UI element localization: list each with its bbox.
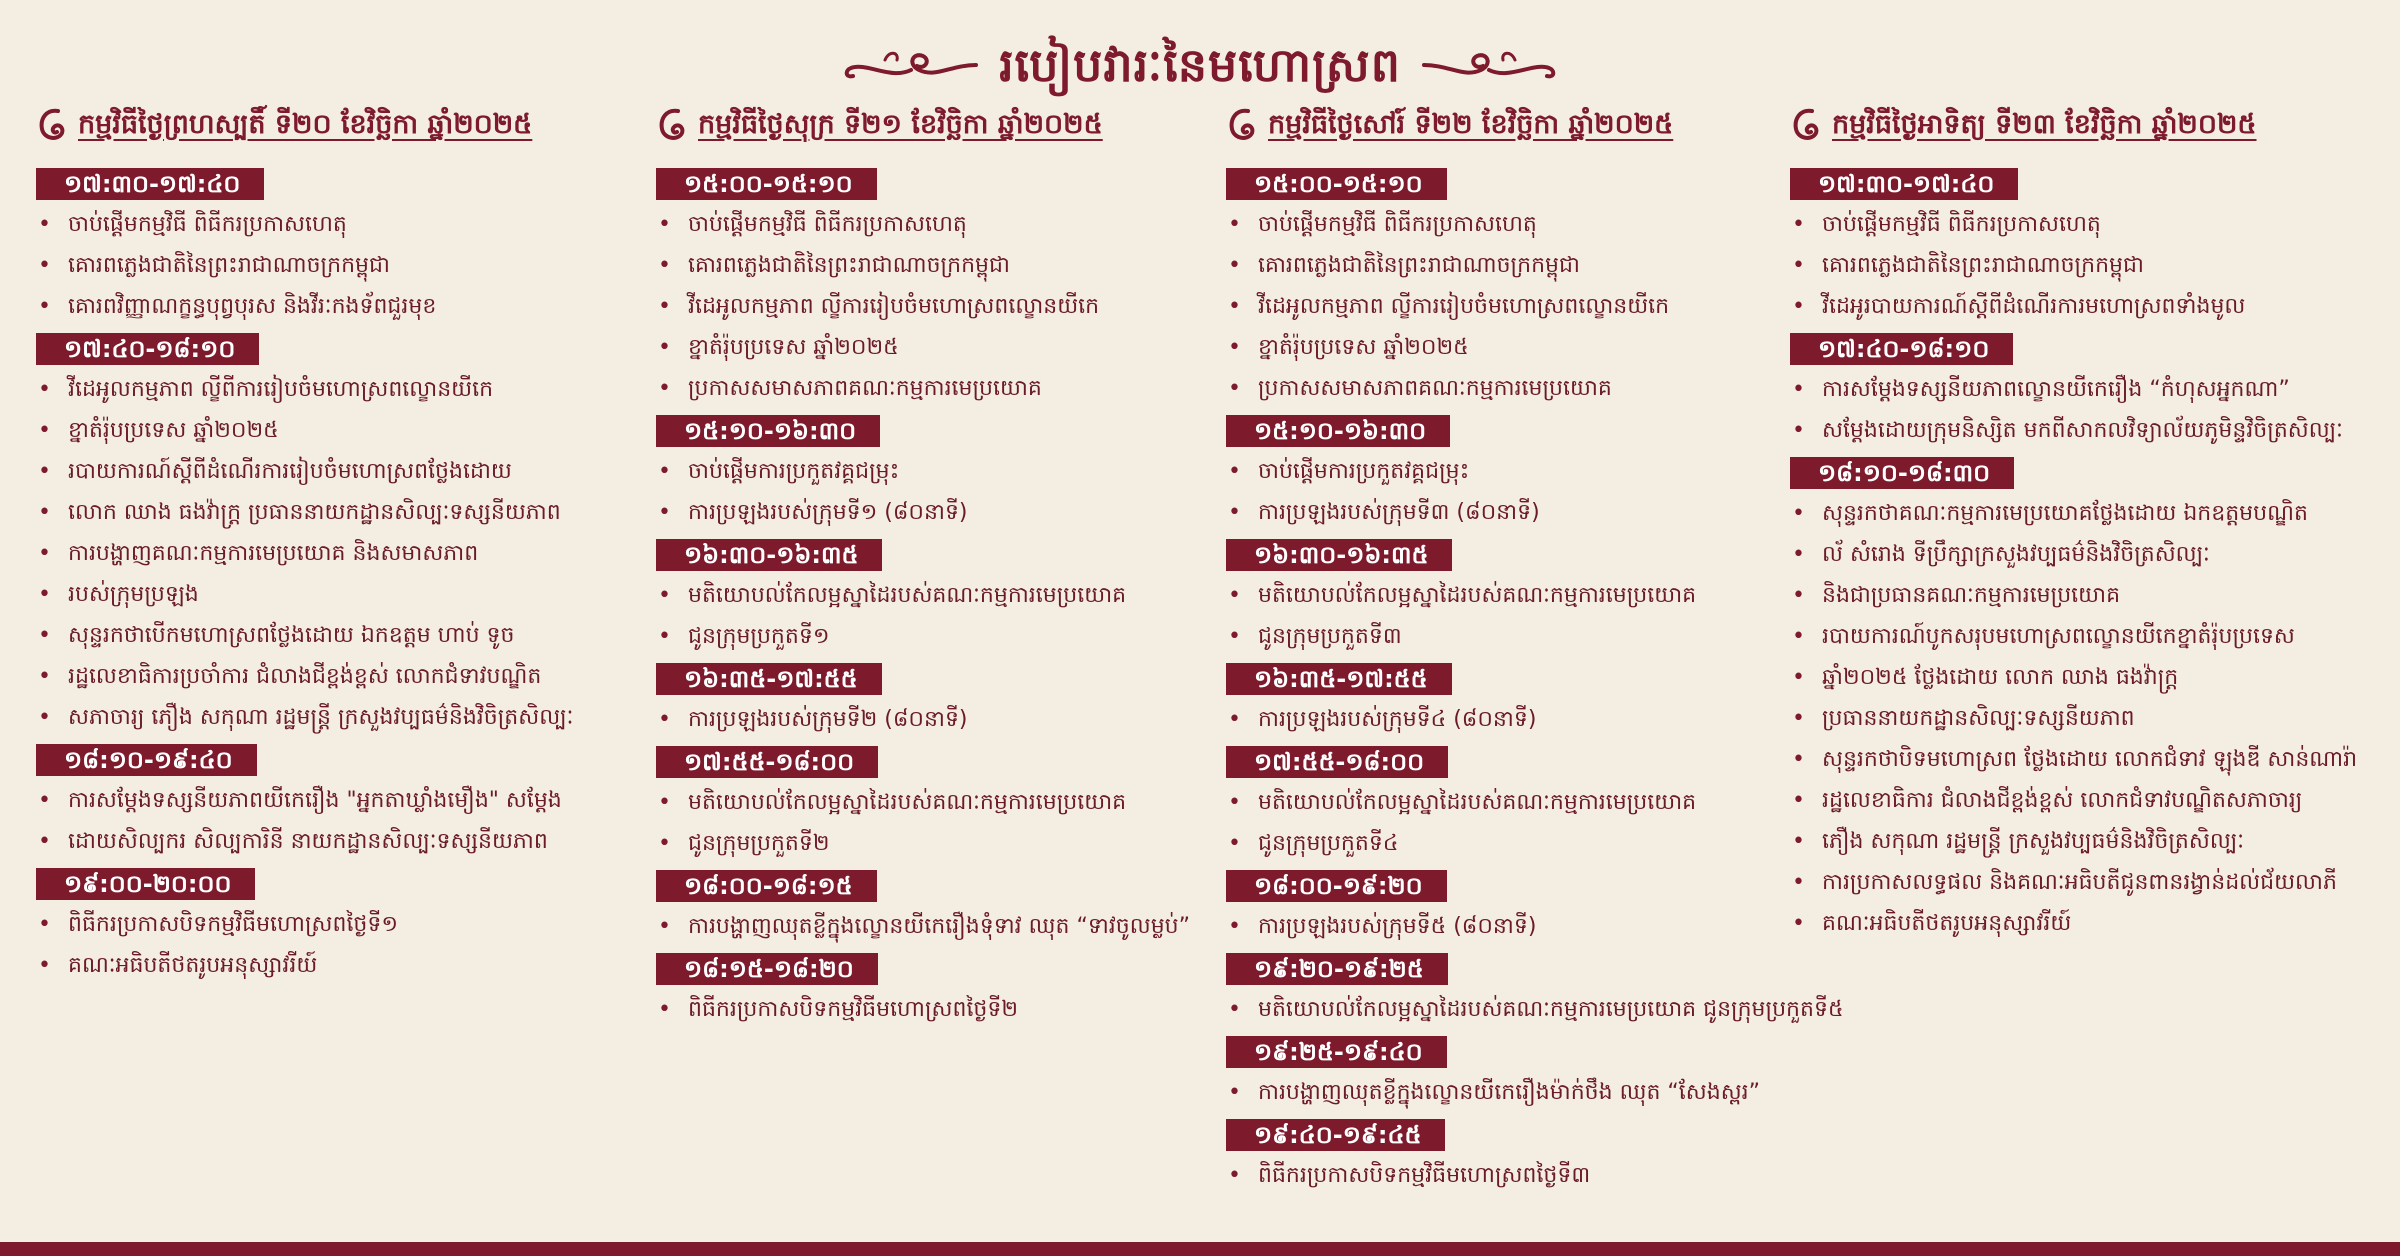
- scroll-swirl-icon: [1790, 107, 1820, 143]
- activity-item: • វីដេអូលកម្មភាព ល្ខីការរៀបចំមហោស្រពល្ខោនយីកេ: [656, 286, 1216, 327]
- time-slot-badge: ១៦:៣០-១៦:៣៥: [1226, 539, 1452, 571]
- activity-item: • រដ្ឋលេខាធិការ ជំលាងជីខ្ពង់ខ្ពស់ លោកជំទាវបណ្ឌិតសភាចារ្យ: [1790, 780, 2390, 821]
- activity-item: • ជូនក្រុមប្រកួតទី២: [656, 823, 1216, 864]
- activity-item: • លោក ឈាង ធងវ៉ាក្ត្រ ប្រធាននាយកដ្ឋានសិល្បៈទស្សនីយភាព: [36, 492, 636, 533]
- activity-item: • ឆ្នាំ២០២៥ ថ្លែងដោយ លោក ឈាង ធងវ៉ាក្ត្រ: [1790, 657, 2390, 698]
- day-heading: [1226, 100, 1856, 150]
- activity-list: [36, 904, 636, 986]
- activity-item: • ការប្រឡងរបស់ក្រុមទី១ (៨០នាទី): [656, 492, 1216, 533]
- time-slot-badge: ១៨:១៥-១៨:២០: [656, 953, 878, 985]
- schedule-block: [656, 415, 1216, 533]
- activity-item: • ប្រកាសសមាសភាពគណៈកម្មការមេប្រយោគ: [1226, 368, 1856, 409]
- activity-list: [36, 780, 636, 862]
- activity-item: • មតិយោបល់កែលម្អស្នាដៃរបស់គណៈកម្មការមេប្រយោគ: [656, 575, 1216, 616]
- schedule-block: [1226, 953, 1856, 1030]
- schedule-block: [1790, 168, 2390, 327]
- activity-item: • សម្តែងដោយក្រុមនិស្សិត មកពីសាកលវិទ្យាល័យភូមិន្ទវិចិត្រសិល្បៈ: [1790, 410, 2390, 451]
- time-slot-badge: ១៩:៤០-១៩:៤៥: [1226, 1119, 1445, 1151]
- activity-item: • របាយការណ៍ស្តីពីដំណើរការរៀបចំមហោស្រពថ្លែងដោយ: [36, 451, 636, 492]
- activity-item: • ចាប់ផ្តើមការប្រកួតវគ្គជម្រុះ: [1226, 451, 1856, 492]
- activity-item: • គោរពវិញ្ញាណក្ខន្ធបុព្វបុរស និងវីរៈកងទ័ពជួរមុខ: [36, 286, 636, 327]
- activity-item: • ចាប់ផ្តើមកម្មវិធី ពិធីករប្រកាសហេតុ: [656, 204, 1216, 245]
- activity-list: [1226, 1072, 1856, 1113]
- activity-item: • សុន្ទរកថាបើកមហោស្រពថ្លែងដោយ ឯកឧត្តម ហាប់ ទូច: [36, 615, 636, 656]
- time-slot-badge: ១៧:៤០-១៨:១០: [1790, 333, 2013, 365]
- activity-item: • ដោយសិល្បករ សិល្បការិនី នាយកដ្ឋានសិល្បៈទស្សនីយភាព: [36, 821, 636, 862]
- activity-item: • ចាប់ផ្តើមកម្មវិធី ពិធីករប្រកាសហេតុ: [1226, 204, 1856, 245]
- activity-list: [656, 782, 1216, 864]
- activity-item: • ការប្រឡងរបស់ក្រុមទី៣ (៨០នាទី): [1226, 492, 1856, 533]
- activity-list: [1226, 451, 1856, 533]
- activity-item: • ប្រធាននាយកដ្ឋានសិល្បៈទស្សនីយភាព: [1790, 698, 2390, 739]
- activity-item: • រដ្ឋលេខាធិការប្រចាំការ ជំលាងជីខ្ពង់ខ្ពស់ លោកជំទាវបណ្ឌិត: [36, 656, 636, 697]
- time-slot-badge: ១៦:៣៥-១៧:៥៥: [656, 663, 882, 695]
- activity-item: • ការប្រឡងរបស់ក្រុមទី៤ (៨០នាទី): [1226, 699, 1856, 740]
- day-column-4: [1790, 100, 2390, 950]
- activity-item: • មតិយោបល់កែលម្អស្នាដៃរបស់គណៈកម្មការមេប្រយោគ: [1226, 782, 1856, 823]
- schedule-block: [1226, 746, 1856, 864]
- activity-item: • ចាប់ផ្តើមការប្រកួតវគ្គជម្រុះ: [656, 451, 1216, 492]
- day-column-3: [1226, 100, 1856, 1202]
- activity-list: [1226, 575, 1856, 657]
- day-heading: [656, 100, 1216, 150]
- schedule-block: [1790, 333, 2390, 451]
- activity-item: • ពិធីករប្រកាសបិទកម្មវិធីមហោស្រពថ្ងៃទី១: [36, 904, 636, 945]
- activity-item: • ភឿង សកុណា រដ្ឋមន្ត្រី ក្រសួងវប្បធម៌និងវិចិត្រសិល្បៈ: [1790, 821, 2390, 862]
- activity-item: • មតិយោបល់កែលម្អស្នាដៃរបស់គណៈកម្មការមេប្រយោគ: [656, 782, 1216, 823]
- time-slot-badge: ១៩:២៥-១៩:៤០: [1226, 1036, 1447, 1068]
- activity-item: • មតិយោបល់កែលម្អស្នាដៃរបស់គណៈកម្មការមេប្រយោគ: [1226, 575, 1856, 616]
- schedule-block: [1226, 1119, 1856, 1196]
- day-column-1: [36, 100, 636, 992]
- schedule-block: [1226, 415, 1856, 533]
- time-slot-badge: ១៨:១០-១៩:៤០: [36, 744, 257, 776]
- activity-list: [36, 204, 636, 327]
- activity-item: • ការសម្តែងទស្សនីយភាពយីកេរឿង "អ្នកតាឃ្លាំងមឿង" សម្តែង: [36, 780, 636, 821]
- schedule-block: [656, 539, 1216, 657]
- activity-item: • ការប្រឡងរបស់ក្រុមទី២ (៨០នាទី): [656, 699, 1216, 740]
- scroll-swirl-icon: [1226, 107, 1256, 143]
- day-title: កម្មវិធីថ្ងៃព្រហស្បតិ៍ ទី២០ ខែវិច្ឆិកា ឆ្នាំ២០២៥: [78, 109, 533, 140]
- schedule-block: [1226, 168, 1856, 409]
- left-flourish-ornament: [841, 40, 981, 90]
- day-title: កម្មវិធីថ្ងៃសៅរ៍ ទី២២ ខែវិច្ឆិកា ឆ្នាំ២០២៥: [1268, 109, 1674, 140]
- activity-item: • និងជាប្រធានគណៈកម្មការមេប្រយោគ: [1790, 575, 2390, 616]
- activity-item: • ចាប់ផ្តើមកម្មវិធី ពិធីករប្រកាសហេតុ: [36, 204, 636, 245]
- time-slot-badge: ១៩:២០-១៩:២៥: [1226, 953, 1448, 985]
- schedule-block: [1226, 1036, 1856, 1113]
- activity-item: • ការបង្ហាញឈុតខ្លីក្នុងល្ខោនយីកេរឿងម៉ាក់ថឹង ឈុត “សែងស្ពរ”: [1226, 1072, 1856, 1113]
- activity-list: [1226, 1155, 1856, 1196]
- activity-item: • គោរពភ្លេងជាតិនៃព្រះរាជាណាចក្រកម្ពុជា: [656, 245, 1216, 286]
- schedule-block: [656, 870, 1216, 947]
- activity-item: • ជូនក្រុមប្រកួតទី១: [656, 616, 1216, 657]
- activity-list: [1226, 204, 1856, 409]
- activity-list: [1226, 989, 1856, 1030]
- time-slot-badge: ១៧:៥៥-១៨:០០: [1226, 746, 1448, 778]
- day-heading: [1790, 100, 2390, 150]
- activity-item: • ពិធីករប្រកាសបិទកម្មវិធីមហោស្រពថ្ងៃទី៣: [1226, 1155, 1856, 1196]
- activity-item: • ពិធីករប្រកាសបិទកម្មវិធីមហោស្រពថ្ងៃទី២: [656, 989, 1216, 1030]
- activity-list: [1790, 204, 2390, 327]
- schedule-block: [36, 744, 636, 862]
- activity-list: [1790, 493, 2390, 944]
- activity-item: • របាយការណ៍បូកសរុបមហោស្រពល្ខោនយីកេខ្នាតំរ៉ុបប្រទេស: [1790, 616, 2390, 657]
- activity-item: • គោរពភ្លេងជាតិនៃព្រះរាជាណាចក្រកម្ពុជា: [1226, 245, 1856, 286]
- time-slot-badge: ១៩:០០-២០:០០: [36, 868, 255, 900]
- activity-list: [656, 699, 1216, 740]
- activity-item: • ល័ សំរោង ទីប្រឹក្សាក្រសួងវប្បធម៌និងវិចិត្រសិល្បៈ: [1790, 534, 2390, 575]
- activity-item: • ខ្នាតំរ៉ុបប្រទេស ឆ្នាំ២០២៥: [36, 410, 636, 451]
- time-slot-badge: ១៥:០០-១៥:១០: [1226, 168, 1447, 200]
- activity-item: • សភាចារ្យ ភឿង សកុណា រដ្ឋមន្ត្រី ក្រសួងវប្បធម៌និងវិចិត្រសិល្បៈ: [36, 697, 636, 738]
- schedule-block: [36, 868, 636, 986]
- activity-item: • ប្រកាសសមាសភាពគណៈកម្មការមេប្រយោគ: [656, 368, 1216, 409]
- time-slot-badge: ១៥:១០-១៦:៣០: [656, 415, 880, 447]
- activity-item: • គោរពភ្លេងជាតិនៃព្រះរាជាណាចក្រកម្ពុជា: [1790, 245, 2390, 286]
- schedule-block: [656, 168, 1216, 409]
- schedule-block: [36, 168, 636, 327]
- time-slot-badge: ១៦:៣៥-១៧:៥៥: [1226, 663, 1452, 695]
- schedule-block: [1790, 457, 2390, 944]
- activity-item: • ខ្នាតំរ៉ុបប្រទេស ឆ្នាំ២០២៥: [656, 327, 1216, 368]
- activity-item: • វីដេអូរបាយការណ៍ស្តីពីដំណើរការមហោស្រពទាំងមូល: [1790, 286, 2390, 327]
- activity-list: [1790, 369, 2390, 451]
- activity-item: • ជូនក្រុមប្រកួតទី៤: [1226, 823, 1856, 864]
- time-slot-badge: ១៥:០០-១៥:១០: [656, 168, 877, 200]
- time-slot-badge: ១៧:៤០-១៨:១០: [36, 333, 259, 365]
- activity-list: [656, 451, 1216, 533]
- activity-item: • ការប្រឡងរបស់ក្រុមទី៥ (៨០នាទី): [1226, 906, 1856, 947]
- time-slot-badge: ១៧:៣០-១៧:៤០: [1790, 168, 2018, 200]
- schedule-block: [656, 953, 1216, 1030]
- right-flourish-ornament: [1419, 40, 1559, 90]
- time-slot-badge: ១៧:៥៥-១៨:០០: [656, 746, 878, 778]
- page-header: [0, 30, 2400, 100]
- activity-item: • គណៈអធិបតីថតរូបអនុស្សាវរីយ៍: [36, 945, 636, 986]
- activity-item: • វីដេអូលកម្មភាព ល្ខីពីការរៀបចំមហោស្រពល្ខោនយីកេ: [36, 369, 636, 410]
- activity-item: • ខ្នាតំរ៉ុបប្រទេស ឆ្នាំ២០២៥: [1226, 327, 1856, 368]
- bottom-border-bar: [0, 1242, 2400, 1256]
- activity-item: • ការបង្ហាញគណៈកម្មការមេប្រយោគ និងសមាសភាព: [36, 533, 636, 574]
- schedule-block: [1226, 663, 1856, 740]
- schedule-block: [1226, 539, 1856, 657]
- day-column-2: [656, 100, 1216, 1036]
- day-title: កម្មវិធីថ្ងៃអាទិត្យ ទី២៣ ខែវិច្ឆិកា ឆ្នាំ២០២៥: [1832, 109, 2257, 140]
- time-slot-badge: ១៨:០០-១៨:១៥: [656, 870, 877, 902]
- scroll-swirl-icon: [656, 107, 686, 143]
- activity-item: • សុន្ទរកថាគណៈកម្មការមេប្រយោគថ្លែងដោយ ឯកឧត្តមបណ្ឌិត: [1790, 493, 2390, 534]
- time-slot-badge: ១៨:០០-១៩:២០: [1226, 870, 1447, 902]
- activity-item: • ការសម្តែងទស្សនីយភាពល្ខោនយីកេរឿង “កំហុសអ្នកណា”: [1790, 369, 2390, 410]
- schedule-block: [36, 333, 636, 738]
- activity-item: • ជូនក្រុមប្រកួតទី៣: [1226, 616, 1856, 657]
- activity-list: [1226, 782, 1856, 864]
- activity-list: [656, 575, 1216, 657]
- activity-list: [656, 204, 1216, 409]
- schedule-block: [656, 746, 1216, 864]
- time-slot-badge: ១៦:៣០-១៦:៣៥: [656, 539, 882, 571]
- activity-list: [1226, 906, 1856, 947]
- activity-list: [656, 989, 1216, 1030]
- time-slot-badge: ១៧:៣០-១៧:៤០: [36, 168, 264, 200]
- activity-item: • មតិយោបល់កែលម្អស្នាដៃរបស់គណៈកម្មការមេប្រយោគ ជូនក្រុមប្រកួតទី៥: [1226, 989, 1856, 1030]
- activity-list: [656, 906, 1216, 947]
- activity-item: • គណៈអធិបតីថតរូបអនុស្សាវរីយ៍: [1790, 903, 2390, 944]
- page-title: របៀបវារៈនៃមហោស្រព: [999, 38, 1401, 92]
- day-heading: [36, 100, 636, 150]
- activity-list: [36, 369, 636, 738]
- activity-item: • វីដេអូលកម្មភាព ល្ខីការរៀបចំមហោស្រពល្ខោនយីកេ: [1226, 286, 1856, 327]
- scroll-swirl-icon: [36, 107, 66, 143]
- activity-item: • សុន្ទរកថាបិទមហោស្រព ថ្លែងដោយ លោកជំទាវ ឡុងឌី សាន់ណារ៉ា: [1790, 739, 2390, 780]
- activity-item: • របស់ក្រុមប្រឡង: [36, 574, 636, 615]
- activity-item: • គោរពភ្លេងជាតិនៃព្រះរាជាណាចក្រកម្ពុជា: [36, 245, 636, 286]
- schedule-block: [656, 663, 1216, 740]
- activity-item: • ចាប់ផ្តើមកម្មវិធី ពិធីករប្រកាសហេតុ: [1790, 204, 2390, 245]
- schedule-block: [1226, 870, 1856, 947]
- activity-list: [1226, 699, 1856, 740]
- day-title: កម្មវិធីថ្ងៃសុក្រ ទី២១ ខែវិច្ឆិកា ឆ្នាំ២០២៥: [698, 109, 1103, 140]
- time-slot-badge: ១៥:១០-១៦:៣០: [1226, 415, 1450, 447]
- activity-item: • ការបង្ហាញឈុតខ្លីក្នុងល្ខោនយីកេរឿងទុំទាវ ឈុត “ទាវចូលម្លប់”: [656, 906, 1216, 947]
- activity-item: • ការប្រកាសលទ្ធផល និងគណៈអធិបតីជូនពានរង្វាន់ដល់ជ័យលាភី: [1790, 862, 2390, 903]
- time-slot-badge: ១៨:១០-១៨:៣០: [1790, 457, 2014, 489]
